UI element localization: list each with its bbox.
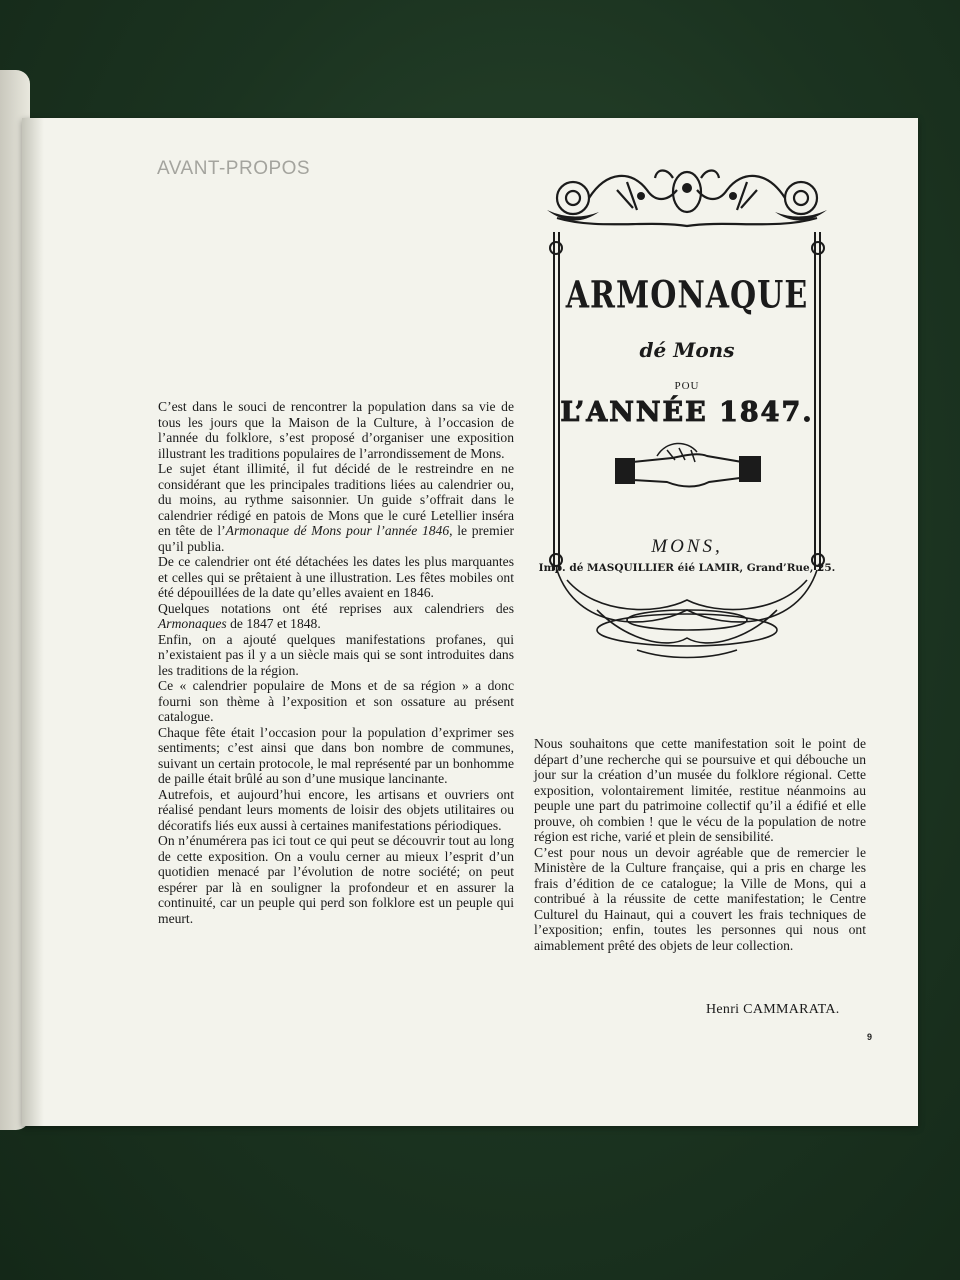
paragraph: Enfin, on a ajouté quelques manifestations profanes, qui n’existaient pas il y a un siècle mais qui se sont introduites dans les traditions de la région. [158,631,514,678]
paragraph: C’est dans le souci de rencontrer la population dans sa vie de tous les jours que la Maison de la Culture, à l’occasion de l’année du folklore, s’est proposé d’organiser une exposition illustrant les traditions populaires de l’arrondissement de Mons. [158,399,514,461]
paragraph: De ce calendrier ont été détachées les dates les plus marquantes et celles qui se prêtaient à une illustration. Les fêtes mobiles ont été dépouillées de la date qu’elles avaient en 1846. [158,554,514,600]
paragraph: Nous souhaitons que cette manifestation soit le point de départ d’une recherche qui se poursuive et qui débouche un jour sur la création d’un musée du folklore régional. Cette exposition, volontairement limitée, restitue néanmoins au peuple une part du patrimoine collectif qu’il a édifié et elle prouve, oh combien ! que le vécu de la population de notre région est riche, varié et plein de sensibilité. [534,736,866,844]
paragraph: Le sujet étant illimité, il fut décidé de le restreindre en ne considérant que les principales traditions liées au calendrier ou, du moins, au rythme saisonnier. Un guide s’offrait dans le calendrier rédigé en patois de Mons que le curé Letellier inséra en tête de l’Armonaque dé Mons pour l’année 1846, le premier qu’il publia. [158,461,514,554]
almanac-year: L’ANNÉE 1847. [560,397,814,428]
almanac-subtitle: dé Mons [639,338,735,362]
page-number: 9 [867,1032,873,1042]
book-page [22,118,918,1126]
almanac-pou: POU [674,380,700,392]
bottom-flourish [557,570,817,658]
left-text-column [158,399,514,926]
paragraph: Quelques notations ont été reprises aux calendriers des Armonaques de 1847 et 1848. [158,600,514,631]
paragraph: On n’énumérera pas ici tout ce qui peut se découvrir tout au long de cette exposition. On a voulu cerner au mieux l’esprit d’un quotidien menacé par l’évolution de notre société; on peut espérer par là en souligner la profondeur et en assurer la continuité, car un peuple qui perd son folklore est un peuple qui meurt. [158,833,514,926]
paragraph: Autrefois, et aujourd’hui encore, les artisans et ouvriers ont réalisé pendant leurs moments de loisir des objets utilitaires ou décoratifs liés eux aussi à certaines manifestations périodiques. [158,786,514,833]
handshake-emblem [615,443,761,486]
top-ornament [557,171,817,227]
right-text-column [534,736,866,953]
section-heading: AVANT-PROPOS [157,158,311,179]
almanac-printer: Imp. dé MASQUILLIER éié LAMIR, Grand’Rue, 25. [538,562,836,574]
page-gutter [22,118,44,1126]
paragraph: Ce « calendrier populaire de Mons et de sa région » a donc fourni son thème à l’exposition et son ossature au présent catalogue. [158,678,514,724]
almanac-place: MONS, [651,536,723,557]
paragraph: C’est pour nous un devoir agréable que de remercier le Ministère de la Culture française, qui a pris en charge les frais d’édition de ce catalogue; la Ville de Mons, qui a contribué à la réussite de cette manifestation; le Centre Culturel du Hainaut, qui a couvert les frais techniques de l’exposition; enfin, toutes les personnes qui nous ont aimablement prêté des objets de leur collection. [534,844,866,953]
almanac-title: ARMONAQUE [565,273,809,318]
almanac-title-plate [537,160,837,680]
author-signature: Henri CAMMARATA. [706,1002,840,1017]
paragraph: Chaque fête était l’occasion pour la population d’exprimer ses sentiments; c’est ainsi que dans bon nombre de communes, suivant un certain protocole, le mal représenté par un bonhomme de paille était brûlé au son d’une musique lancinante. [158,724,514,786]
